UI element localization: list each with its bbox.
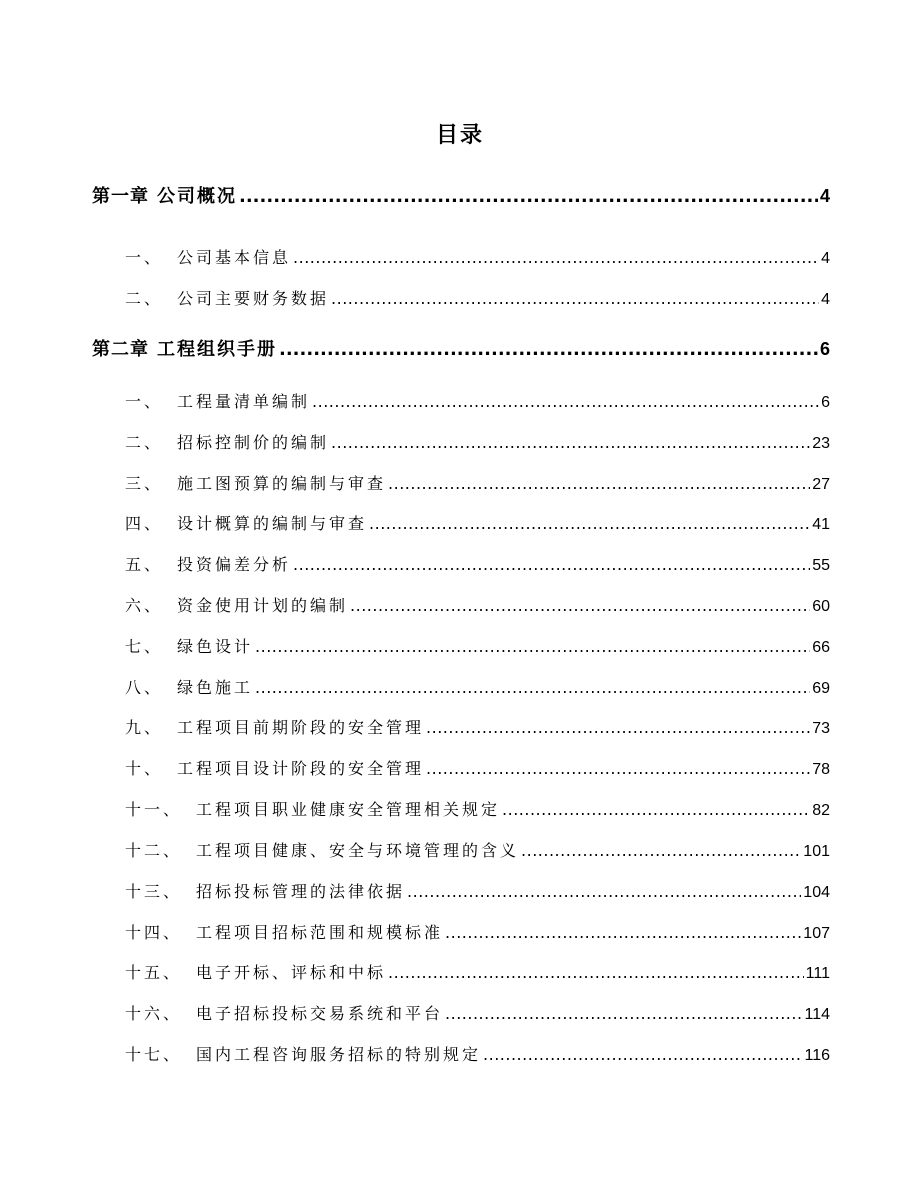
- section-number: 二、: [125, 433, 164, 452]
- section-title: 绿色设计: [177, 637, 254, 656]
- chapter-title: 工程组织手册: [157, 339, 277, 360]
- page-number: 101: [803, 843, 830, 860]
- section-title: 工程量清单编制: [177, 392, 311, 411]
- section-title: 公司基本信息: [177, 248, 292, 267]
- dot-leader: [255, 633, 810, 661]
- toc-section-entry[interactable]: [125, 470, 830, 498]
- page-number: 116: [804, 1047, 830, 1064]
- page-number: 104: [803, 884, 830, 901]
- section-title: 工程项目健康、安全与环境管理的含义: [196, 841, 520, 860]
- dot-leader: [445, 1000, 802, 1028]
- page-number: 111: [805, 965, 830, 982]
- section-number: 十五、: [125, 963, 183, 982]
- section-title: 招标控制价的编制: [177, 433, 330, 452]
- section-number: 五、: [125, 555, 164, 574]
- chapter-number: 第二章: [92, 339, 149, 360]
- dot-leader: [293, 244, 819, 272]
- page-number: 82: [812, 802, 830, 819]
- section-number: 十、: [125, 759, 164, 778]
- dot-leader: [331, 285, 819, 313]
- section-title: 工程项目前期阶段的安全管理: [177, 718, 425, 737]
- section-number: 十二、: [125, 841, 183, 860]
- page-number: 27: [812, 476, 830, 493]
- page-number: 4: [819, 186, 830, 206]
- toc-section-entry[interactable]: [125, 1041, 830, 1069]
- chapter-title: 公司概况: [157, 186, 237, 207]
- section-number: 十三、: [125, 882, 183, 901]
- toc-section-entry[interactable]: [125, 388, 830, 416]
- section-title: 电子开标、评标和中标: [196, 963, 387, 982]
- toc-section-entry[interactable]: [125, 429, 830, 457]
- section-title: 工程项目招标范围和规模标准: [196, 923, 444, 942]
- section-number: 四、: [125, 514, 164, 533]
- page-number: 69: [812, 680, 830, 697]
- section-number: 七、: [125, 637, 164, 656]
- toc-section-entry[interactable]: [125, 755, 830, 783]
- page-number: 4: [821, 250, 830, 267]
- section-title: 工程项目职业健康安全管理相关规定: [196, 800, 501, 819]
- dot-leader: [502, 796, 810, 824]
- dot-leader: [407, 878, 801, 906]
- dot-leader: [369, 510, 810, 538]
- dot-leader: [293, 551, 810, 579]
- dot-leader: [426, 714, 810, 742]
- page-number: 6: [819, 339, 830, 359]
- section-title: 国内工程咨询服务招标的特别规定: [196, 1045, 482, 1064]
- toc-section-entry[interactable]: [125, 551, 830, 579]
- toc-section-entry[interactable]: [125, 1000, 830, 1028]
- section-title: 绿色施工: [177, 678, 254, 697]
- section-number: 八、: [125, 678, 164, 697]
- section-number: 十四、: [125, 923, 183, 942]
- section-number: 三、: [125, 474, 164, 493]
- section-title: 工程项目设计阶段的安全管理: [177, 759, 425, 778]
- dot-leader: [483, 1041, 802, 1069]
- page-number: 6: [821, 394, 830, 411]
- toc-chapter-entry[interactable]: [92, 182, 830, 210]
- page-number: 23: [812, 435, 830, 452]
- toc-section-entry[interactable]: [125, 878, 830, 906]
- section-title: 施工图预算的编制与审查: [177, 474, 387, 493]
- dot-leader: [331, 429, 810, 457]
- toc-section-entry[interactable]: [125, 674, 830, 702]
- chapter-number: 第一章: [92, 186, 149, 207]
- section-title: 招标投标管理的法律依据: [196, 882, 406, 901]
- section-number: 六、: [125, 596, 164, 615]
- dot-leader: [445, 919, 801, 947]
- dot-leader: [239, 183, 818, 211]
- section-number: 一、: [125, 248, 164, 267]
- dot-leader: [350, 592, 810, 620]
- section-title: 资金使用计划的编制: [177, 596, 349, 615]
- page-number: 107: [803, 925, 830, 942]
- section-number: 九、: [125, 718, 164, 737]
- dot-leader: [279, 336, 818, 364]
- toc-section-entry[interactable]: [125, 837, 830, 865]
- page-number: 60: [812, 598, 830, 615]
- dot-leader: [388, 470, 810, 498]
- dot-leader: [521, 837, 801, 865]
- page-number: 73: [812, 720, 830, 737]
- toc-section-entry[interactable]: [125, 244, 830, 272]
- toc-section-entry[interactable]: [125, 510, 830, 538]
- section-number: 十六、: [125, 1004, 183, 1023]
- section-title: 公司主要财务数据: [177, 289, 330, 308]
- page-number: 55: [812, 557, 830, 574]
- toc-section-entry[interactable]: [125, 633, 830, 661]
- dot-leader: [388, 959, 804, 987]
- dot-leader: [255, 674, 810, 702]
- dot-leader: [312, 388, 819, 416]
- section-number: 十一、: [125, 800, 183, 819]
- page-number: 78: [812, 761, 830, 778]
- page-number: 66: [812, 639, 830, 656]
- dot-leader: [426, 755, 810, 783]
- section-title: 设计概算的编制与审查: [177, 514, 368, 533]
- toc-section-entry[interactable]: [125, 592, 830, 620]
- section-number: 一、: [125, 392, 164, 411]
- page-number: 114: [804, 1006, 830, 1023]
- page-number: 41: [812, 516, 830, 533]
- section-title: 电子招标投标交易系统和平台: [196, 1004, 444, 1023]
- section-number: 二、: [125, 289, 164, 308]
- toc-section-entry[interactable]: [125, 796, 830, 824]
- toc-section-entry[interactable]: [125, 959, 830, 987]
- toc-section-entry[interactable]: [125, 714, 830, 742]
- toc-section-entry[interactable]: [125, 919, 830, 947]
- section-number: 十七、: [125, 1045, 183, 1064]
- toc-chapter-entry[interactable]: [92, 335, 830, 363]
- toc-title: 目录: [435, 123, 484, 148]
- section-title: 投资偏差分析: [177, 555, 292, 574]
- toc-section-entry[interactable]: [125, 285, 830, 313]
- page-number: 4: [821, 291, 830, 308]
